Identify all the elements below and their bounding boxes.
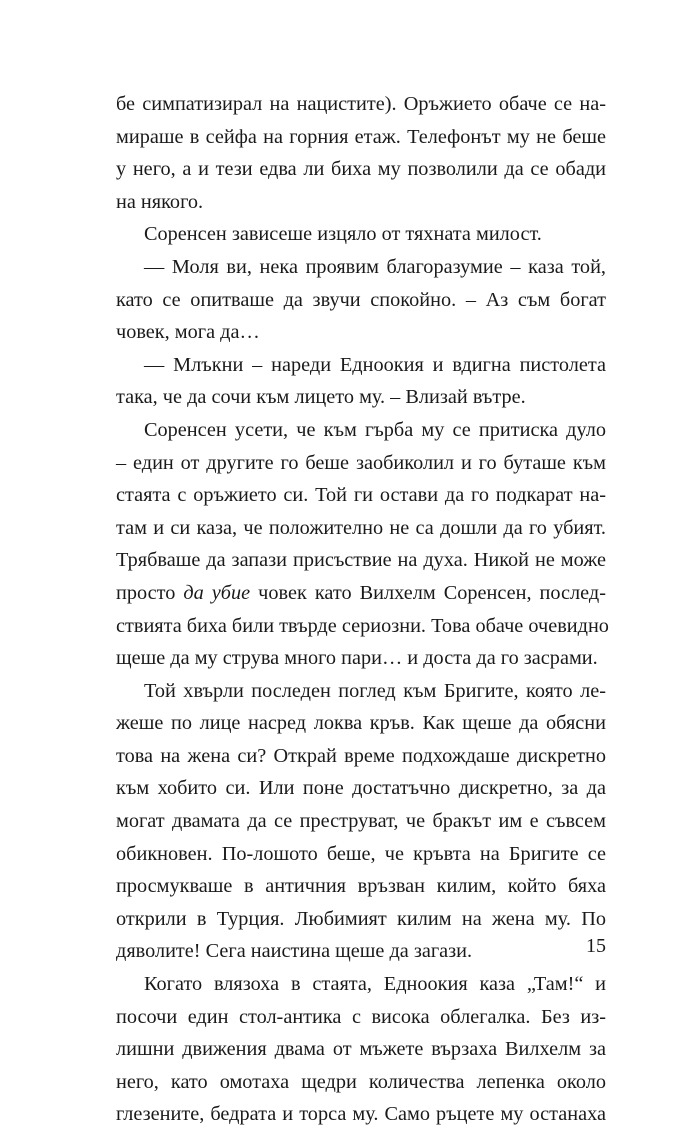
text-line: обикновен. По-лошото беше, че кръвта на Бригите се [116, 842, 606, 865]
text-line: така, че да сочи към лицето му. – Влизай вътре. [116, 386, 526, 409]
text-run: човек като Вилхелм Соренсен, послед- [250, 581, 606, 604]
text-line: Когато влязоха в стаята, Едноокия каза „Там!“ и [144, 973, 606, 996]
text-line: — Млъкни – нареди Едноокия и вдигна пистолета [144, 353, 606, 376]
text-line: Соренсен зависеше изцяло от тяхната милост. [144, 223, 542, 246]
text-line: към хобито си. Или поне достатъчно дискретно, за да [116, 777, 606, 800]
text-line: човек, мога да… [116, 321, 260, 344]
text-line: дяволите! Сега наистина щеше да загази. [116, 940, 473, 963]
text-line: това на жена си? Открай време подхождаше дискретно [116, 744, 606, 767]
text-line: — Моля ви, нека проявим благоразумие – каза той, [144, 255, 606, 278]
text-line: като се опитваше да звучи спокойно. – Аз съм богат [116, 288, 606, 311]
text-line: мираше в сейфа на горния етаж. Телефонът му не беше [116, 125, 606, 148]
text-run: просто [116, 581, 184, 604]
text-line: стаята с оръжието си. Той ги остави да го подкарат на- [116, 484, 606, 507]
text-line: – един от другите го беше заобиколил и го буташе към [116, 451, 606, 474]
text-line: могат двамата да се преструват, че бракът им е съвсем [116, 810, 606, 833]
text-line: бе симпатизирал на нацистите). Оръжието обаче се на- [116, 93, 606, 115]
text-line [116, 577, 606, 610]
text-line: просмукваше в античния връзван килим, който бяха [116, 875, 606, 898]
text-line: глезените, бедрата и торса му. Само ръцете му останаха [116, 1103, 606, 1126]
text-line: Трябваше да запази присъствие на духа. Никой не може [116, 549, 606, 572]
italic-run: да убие [183, 581, 251, 604]
text-line: лишни движения двама от мъжете вързаха Вилхелм за [116, 1038, 606, 1061]
text-line: там и си каза, че положително не са дошли да го убият. [116, 516, 606, 539]
text-line: у него, а и тези едва ли биха му позволили да се обади [116, 158, 606, 181]
text-line: Соренсен усети, че към гърба му се притиска дуло [144, 418, 606, 441]
text-line: на някого. [116, 190, 204, 213]
text-line: открили в Турция. Любимият килим на жена му. По [116, 907, 606, 930]
text-line: щеше да му струва много пари… и доста да го засрами. [116, 647, 598, 670]
text-line: Той хвърли последен поглед към Бригите, която ле- [144, 679, 606, 702]
text-line: жеше по лице насред локва кръв. Как щеше да обясни [116, 712, 606, 735]
text-line: него, като омотаха щедри количества лепенка около [116, 1070, 606, 1093]
text-line: ствията биха били твърде сериозни. Това обаче очевидно [116, 614, 609, 637]
page-number: 15 [586, 935, 606, 957]
body-text [116, 88, 609, 1131]
text-line: посочи един стол-антика с висока облегалка. Без из- [116, 1005, 606, 1028]
